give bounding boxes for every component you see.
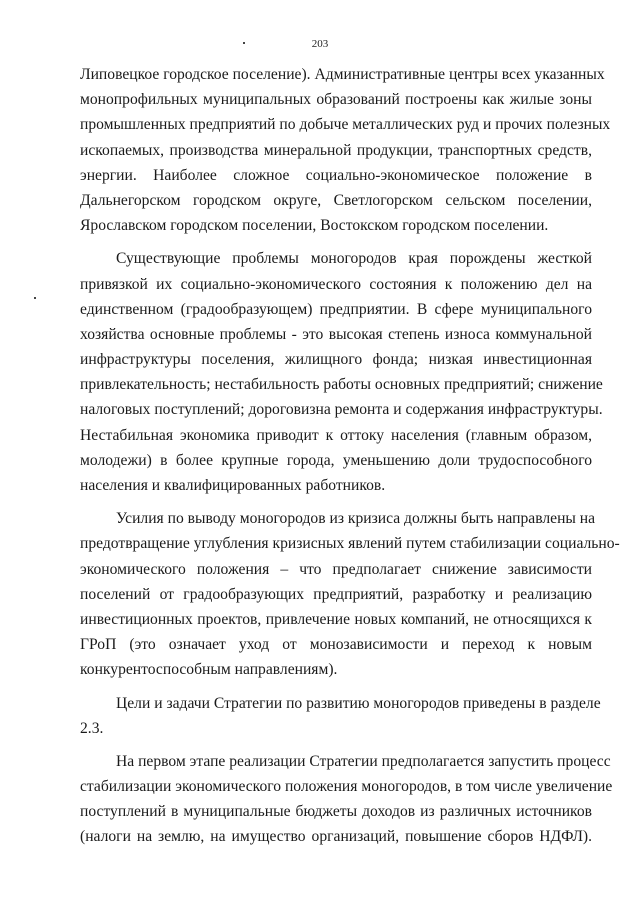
text-line: инфраструктуры поселения, жилищного фонда; низкая инвестиционная bbox=[80, 351, 592, 369]
body-text bbox=[80, 62, 620, 850]
text-line: Усилия по выводу моногородов из кризиса должны быть направлены на bbox=[116, 510, 596, 528]
paragraph bbox=[80, 506, 620, 682]
text-line: Цели и задачи Стратегии по развитию моногородов приведены в разделе bbox=[116, 694, 601, 712]
text-line: На первом этапе реализации Стратегии предполагается запустить процесс bbox=[116, 752, 611, 770]
text-line: инвестиционных проектов, привлечение новых компаний, не относящихся к bbox=[80, 610, 592, 628]
text-line: привязкой их социально-экономического состояния к положению дел на bbox=[80, 275, 592, 293]
text-line: экономического положения – что предполагает снижение зависимости bbox=[80, 560, 592, 578]
text-line: ГРоП (это означает уход от монозависимости и переход к новым bbox=[80, 636, 592, 654]
paragraph bbox=[80, 246, 603, 498]
text-line: поступлений в муниципальные бюджеты доходов из различных источников bbox=[80, 803, 592, 821]
text-line: предотвращение углубления кризисных явлений путем стабилизации социально- bbox=[80, 535, 620, 553]
text-line: промышленных предприятий по добыче металлических руд и прочих полезных bbox=[80, 116, 611, 134]
text-line: Существующие проблемы моногородов края порождены жесткой bbox=[116, 250, 592, 268]
paragraph bbox=[80, 691, 601, 741]
text-line: (налоги на землю, на имущество организаций, повышение сборов НДФЛ). bbox=[80, 828, 592, 846]
page-number: 203 bbox=[311, 38, 329, 50]
text-line: энергии. Наиболее сложное социально-экономическое положение в bbox=[80, 166, 592, 184]
paragraph bbox=[80, 749, 613, 850]
text-line: Ярославском городском поселении, Востокском городском поселении. bbox=[80, 217, 549, 235]
text-line: единственном (градообразующем) предприятии. В сфере муниципального bbox=[80, 300, 592, 318]
text-line: хозяйства основные проблемы - это высокая степень износа коммунальной bbox=[80, 325, 592, 343]
scan-speck bbox=[243, 42, 245, 44]
text-line: конкурентоспособным направлениям). bbox=[80, 661, 338, 679]
text-line: Дальнегорском городском округе, Светлогорском сельском поселении, bbox=[80, 191, 592, 209]
paragraph bbox=[80, 62, 611, 238]
text-line: привлекательность; нестабильность работы основных предприятий; снижение bbox=[80, 376, 603, 394]
text-line: Нестабильная экономика приводит к оттоку населения (главным образом, bbox=[80, 426, 592, 444]
scan-speck bbox=[34, 297, 36, 299]
text-line: молодежи) в более крупные города, уменьшению доли трудоспособного bbox=[80, 451, 592, 469]
text-line: населения и квалифицированных работников. bbox=[80, 477, 386, 494]
text-line: монопрофильных муниципальных образований построены как жилые зоны bbox=[80, 91, 592, 109]
text-line: Липовецкое городское поселение). Административные центры всех указанных bbox=[80, 66, 605, 83]
text-line: налоговых поступлений; дороговизна ремонта и содержания инфраструктуры. bbox=[80, 401, 603, 419]
text-line: 2.3. bbox=[80, 719, 104, 737]
text-line: поселений от градообразующих предприятий, разработку и реализацию bbox=[80, 585, 592, 603]
text-line: стабилизации экономического положения моногородов, в том числе увеличение bbox=[80, 778, 613, 796]
text-line: ископаемых, производства минеральной продукции, транспортных средств, bbox=[80, 141, 592, 159]
